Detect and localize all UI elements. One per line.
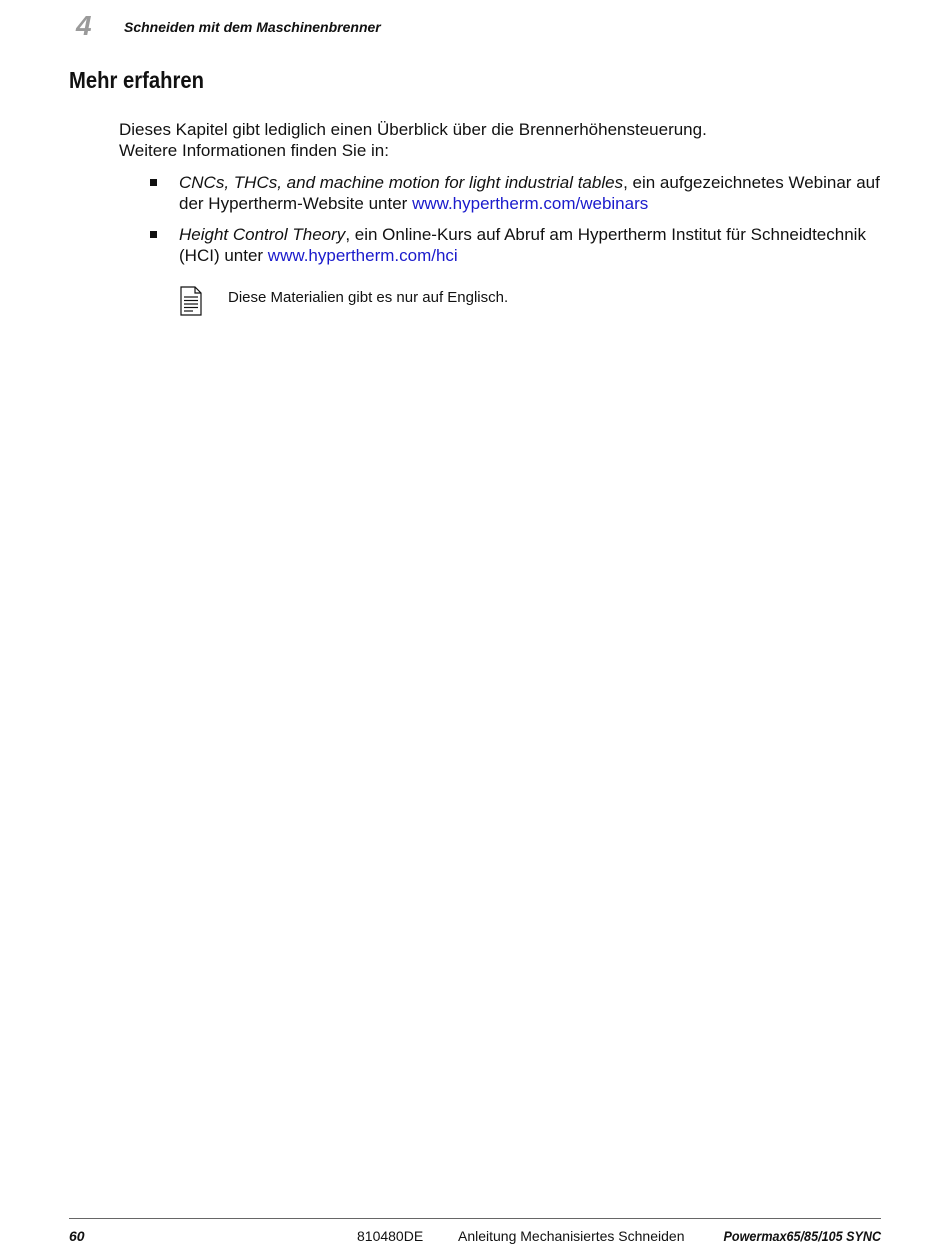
- document-number: 810480DE: [357, 1228, 424, 1244]
- square-bullet-icon: [150, 231, 157, 238]
- product-name: Powermax65/85/105 SYNC: [723, 1228, 881, 1244]
- hci-link[interactable]: www.hypertherm.com/hci: [267, 246, 458, 265]
- note-document-icon: [179, 286, 203, 316]
- intro-line: Dieses Kapitel gibt lediglich einen Überblick über die Brennerhöhensteuerung.: [119, 120, 707, 139]
- chapter-title: Schneiden mit dem Maschinenbrenner: [124, 19, 381, 35]
- page-number: 60: [69, 1228, 85, 1244]
- page-footer: [69, 1227, 881, 1245]
- square-bullet-icon: [150, 179, 157, 186]
- resource-title: Height Control Theory: [179, 225, 346, 244]
- section-heading: Mehr erfahren: [69, 67, 204, 93]
- intro-line: Weitere Informationen finden Sie in:: [119, 141, 389, 160]
- list-item: [119, 224, 889, 266]
- note-text: Diese Materialien gibt es nur auf Englisch.: [228, 289, 509, 306]
- resource-description: , ein aufgezeichnetes Webinar auf der Hypertherm-Website unter: [179, 173, 880, 213]
- resource-list: [119, 172, 889, 276]
- webinars-link[interactable]: www.hypertherm.com/webinars: [412, 194, 649, 213]
- chapter-number: 4: [76, 10, 92, 41]
- resource-description: , ein Online-Kurs auf Abruf am Hypertherm Institut für Schneidtechnik (HCI) unter: [179, 225, 866, 265]
- intro-paragraph: [119, 119, 889, 161]
- resource-title: CNCs, THCs, and machine motion for light industrial tables: [179, 173, 624, 192]
- document-title: Anleitung Mechanisiertes Schneiden: [458, 1228, 685, 1244]
- note-box: [179, 286, 879, 318]
- list-item: [119, 172, 889, 214]
- footer-divider: [69, 1218, 881, 1219]
